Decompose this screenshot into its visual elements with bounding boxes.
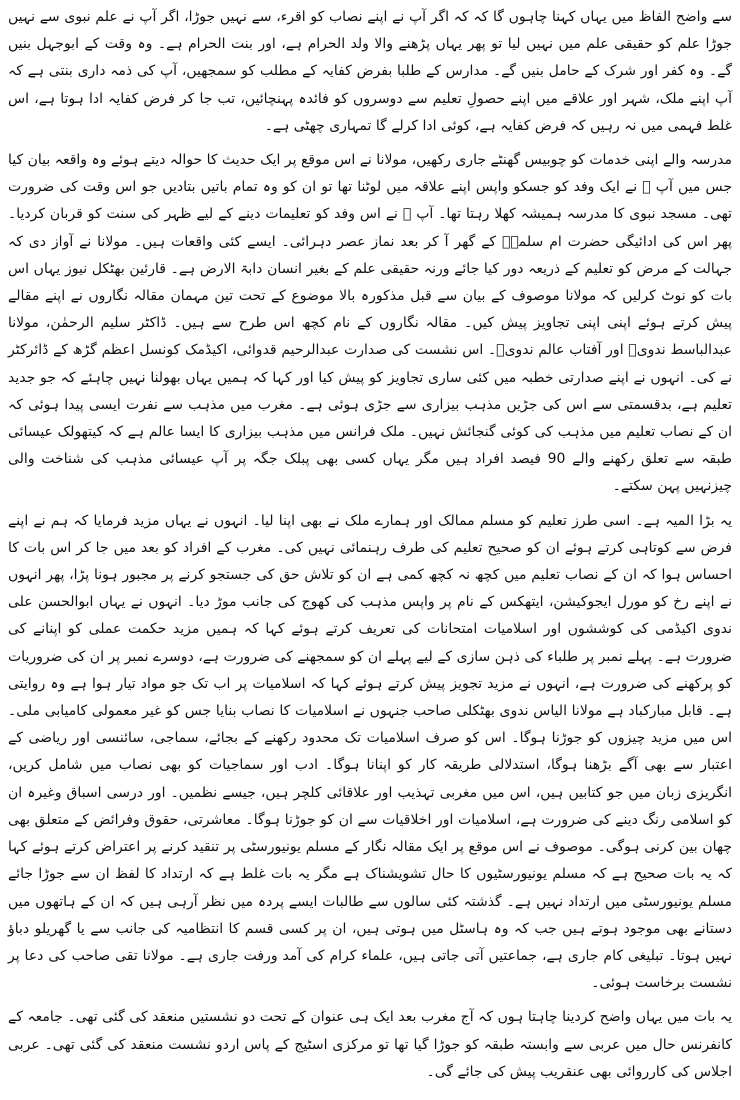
paragraph-4: یہ بات میں یہاں واضح کردینا چاہتا ہوں کہ آج مغرب بعد ایک ہی عنوان کے تحت دو نشستیں منعقد کی گئی تھی۔ جامعہ کے کانفرنس حال میں عربی سے وابستہ طبقہ کو جوڑا گیا تھا تو مرکزی اسٹیج کے پاس اردو نشست منعقد کی گئی تھی۔ عربی اجلاس کی کارروائی بھی عنقریب پیش کی جائے گی۔ <box>8 1009 732 1080</box>
paragraph-2: مدرسہ والے اپنی خدمات کو چوبیس گھنٹے جاری رکھیں، مولانا نے اس موقع پر ایک حدیث کا حوالہ دیتے ہوئے وہ واقعہ بیان کیا جس میں آپ ﷺ نے ایک وفد کو جسکو واپس اپنے علاقہ میں لوٹنا تھا تو ان کو وہ تمام باتیں بتادیں جو اس وقت کی ضرورت تھی۔ مسجد نبوی کا مدرسہ ہمیشہ کھلا رہتا تھا۔ آپ ﷺ نے اس وفد کو تعلیمات دینے کے لیے ظہر کی سنت کو قربان کردیا۔ پھر اس کی ادائیگی حضرت ام سلمہؓ کے گھر آ کر بعد نماز عصر دہرائی۔ ایسے کئی واقعات ہیں۔ مولانا نے آواز دی کہ جہالت کے مرض کو تعلیم کے ذریعہ دور کیا جائے ورنہ حقیقی علم کے بغیر انسان دابۃ الارض ہے۔ قارئین بھٹکل نیوز یہاں اس بات کو نوٹ کرلیں کہ مولانا موصوف کے بیان سے قبل مذکورہ بالا موضوع کے تحت تین مہمان مقالہ نگاروں نے اپنے مقالے پیش کرتے ہوئے اپنی اپنی تجاویز پیش کیں۔ مقالہ نگاروں کے نام کچھ اس طرح سے ہیں۔ ڈاکٹر سلیم الرحمٰن، مولانا عبدالباسط ندویؔ اور آفتاب عالم ندویؔ۔ اس نشست کی صدارت عبدالرحیم قدوائی، اکیڈمک کونسل اعظم گڑھ کے ڈائرکٹر نے کی۔ انہوں نے اپنے صدارتی خطبہ میں کئی ساری تجاویز کو پیش کیا اور کہا کہ ہمیں یہاں بھولنا نہیں چاہئے کہ جو جدید تعلیم ہے، بدقسمتی سے اس کی جڑیں مذہب بیزاری سے جڑی ہوئی ہے۔ مغرب میں مذہب سے نفرت ایسی پیدا ہوئی کہ ان کے نصاب تعلیم میں مذہب کی کوئی گنجائش نہیں۔ ملک فرانس میں مذہب بیزاری کا ایسا عالم ہے کہ کیتھولک عیسائی طبقہ سے تعلق رکھنے والے 90 فیصد افراد ہیں مگر یہاں کسی بھی پبلک جگہ پر آپ عیسائی مذہب کی شناخت والی چیزنہیں پہن سکتے۔ <box>8 152 732 495</box>
paragraph-1: سے واضح الفاظ میں یہاں کہنا چاہوں گا کہ کہ اگر آپ نے اپنے نصاب کو اقرء، سے نہیں جوڑا، اگر آپ نے علم نبوی سے نہیں جوڑا علم کو حقیقی علم میں نہیں لیا تو پھر یہاں پڑھنے والا ولد الحرام ہے، اور بنت الحرام ہے۔ وہ وقت کے ابوجہل بنیں گے۔ وہ کفر اور شرک کے حامل بنیں گے۔ مدارس کے طلبا بفرض کفایہ کے مطلب کو سمجھیں، آپ کی ذمہ داری بنتی ہے کہ آپ اپنے ملک، شہر اور علاقے میں اپنے حصولِ تعلیم سے دوسروں کو فائدہ پہنچائیں، تب جا کر فرض کفایہ ادا ہوتا ہے، اس غلط فہمی میں نہ رہیں کہ فرض کفایہ ہے، کوئی ادا کرلے گا تمہاری چھٹی ہے۔ <box>8 9 732 134</box>
paragraph-3: یہ بڑا المیہ ہے۔ اسی طرز تعلیم کو مسلم ممالک اور ہمارے ملک نے بھی اپنا لیا۔ انہوں نے یہاں مزید فرمایا کہ ہم نے اپنے فرض سے کوتاہی کرتے ہوئے ان کو صحیح تعلیم کی طرف رہنمائی نہیں کی۔ مغرب کے افراد کو بعد میں جا کر اس بات کا احساس ہوا کہ ان کے نصاب تعلیم میں کچھ نہ کچھ کمی ہے ان کو تلاش حق کی جستجو کرنے پر مجبور ہونا پڑا، پھر انہوں نے اپنے رخ کو مورل ایجوکیشن، ایتھکس کے نام پر واپس مذہب کی کھوج کی جانب موڑ دیا۔ انہوں نے یہاں ابوالحسن علی ندوی اکیڈمی کی کوششوں اور اسلامیات امتحانات کی تعریف کرتے ہوئے کہا کہ ہمیں مزید حکمت عملی کو اپنانے کی ضرورت ہے۔ پہلے نمبر پر طلباء کی ذہن سازی کے لیے پہلے ان کو سمجھنے کی ضرورت ہے، دوسرے نمبر پر ان کی ضروریات کو پرکھنے کی ضرورت ہے، انہوں نے مزید تجویز پیش کرتے ہوئے کہا کہ اسلامیات پر اب تک جو مواد تیار ہوا ہے وہ روایتی ہے۔ قابل مبارکباد ہے مولانا الیاس ندوی بھٹکلی صاحب جنہوں نے اسلامیات کا نصاب بنایا جس کو غیر معمولی کامیابی ملی۔ اس میں مزید چیزوں کو جوڑنا ہوگا۔ اس کو صرف اسلامیات تک محدود رکھنے کے بجائے، سماجی، سائنسی اور ریاضی کے اعتبار سے بھی آگے بڑھنا ہوگا، استدلالی طریقہ کار کو اپنانا ہوگا۔ ادب اور سماجیات کو بھی نصاب میں شامل کریں، انگریزی زبان میں جو کتابیں ہیں، اس میں مغربی تہذیب اور علاقائی کلچر ہیں، جیسے نظمیں۔ اور درسی اسباق وغیرہ ان کو اسلامی رنگ دینے کی ضرورت ہے، اسلامیات اور اخلاقیات سے ان کو جوڑنا ہوگا۔ معاشرتی، حقوق وفرائض کے متعلق بھی چھان بین کرنی ہوگی۔ موصوف نے اس موقع پر ایک مقالہ نگار کے مسلم یونیورسٹی پر تنقید کرنے پر اعتراض کرتے ہوئے کہا کہ یہ بات صحیح ہے کہ مسلم یونیورسٹیوں کا حال تشویشناک ہے مگر یہ بات غلط ہے کہ ارتداد کا لفظ ان سے جوڑا جائے مسلم یونیورسٹی میں ارتداد نہیں ہے۔ گذشتہ کئی سالوں سے طالبات ایسے پردہ میں نظر آرہی ہیں کہ ان کے ہاتھوں میں دستانے بھی موجود ہوتے ہیں جب کہ وہ ہاسٹل میں ہوتی ہیں، ان پر کسی قسم کا انتظامیہ کی جانب سے یا گھریلو دباؤ نہیں ہوتا۔ تبلیغی کام جاری ہے، جماعتیں آتی جاتی ہیں، علماء کرام کی آمد ورفت جاری ہے۔ مولانا تقی صاحب کی دعا پر نشست برخاست ہوئی۔ <box>8 512 732 992</box>
